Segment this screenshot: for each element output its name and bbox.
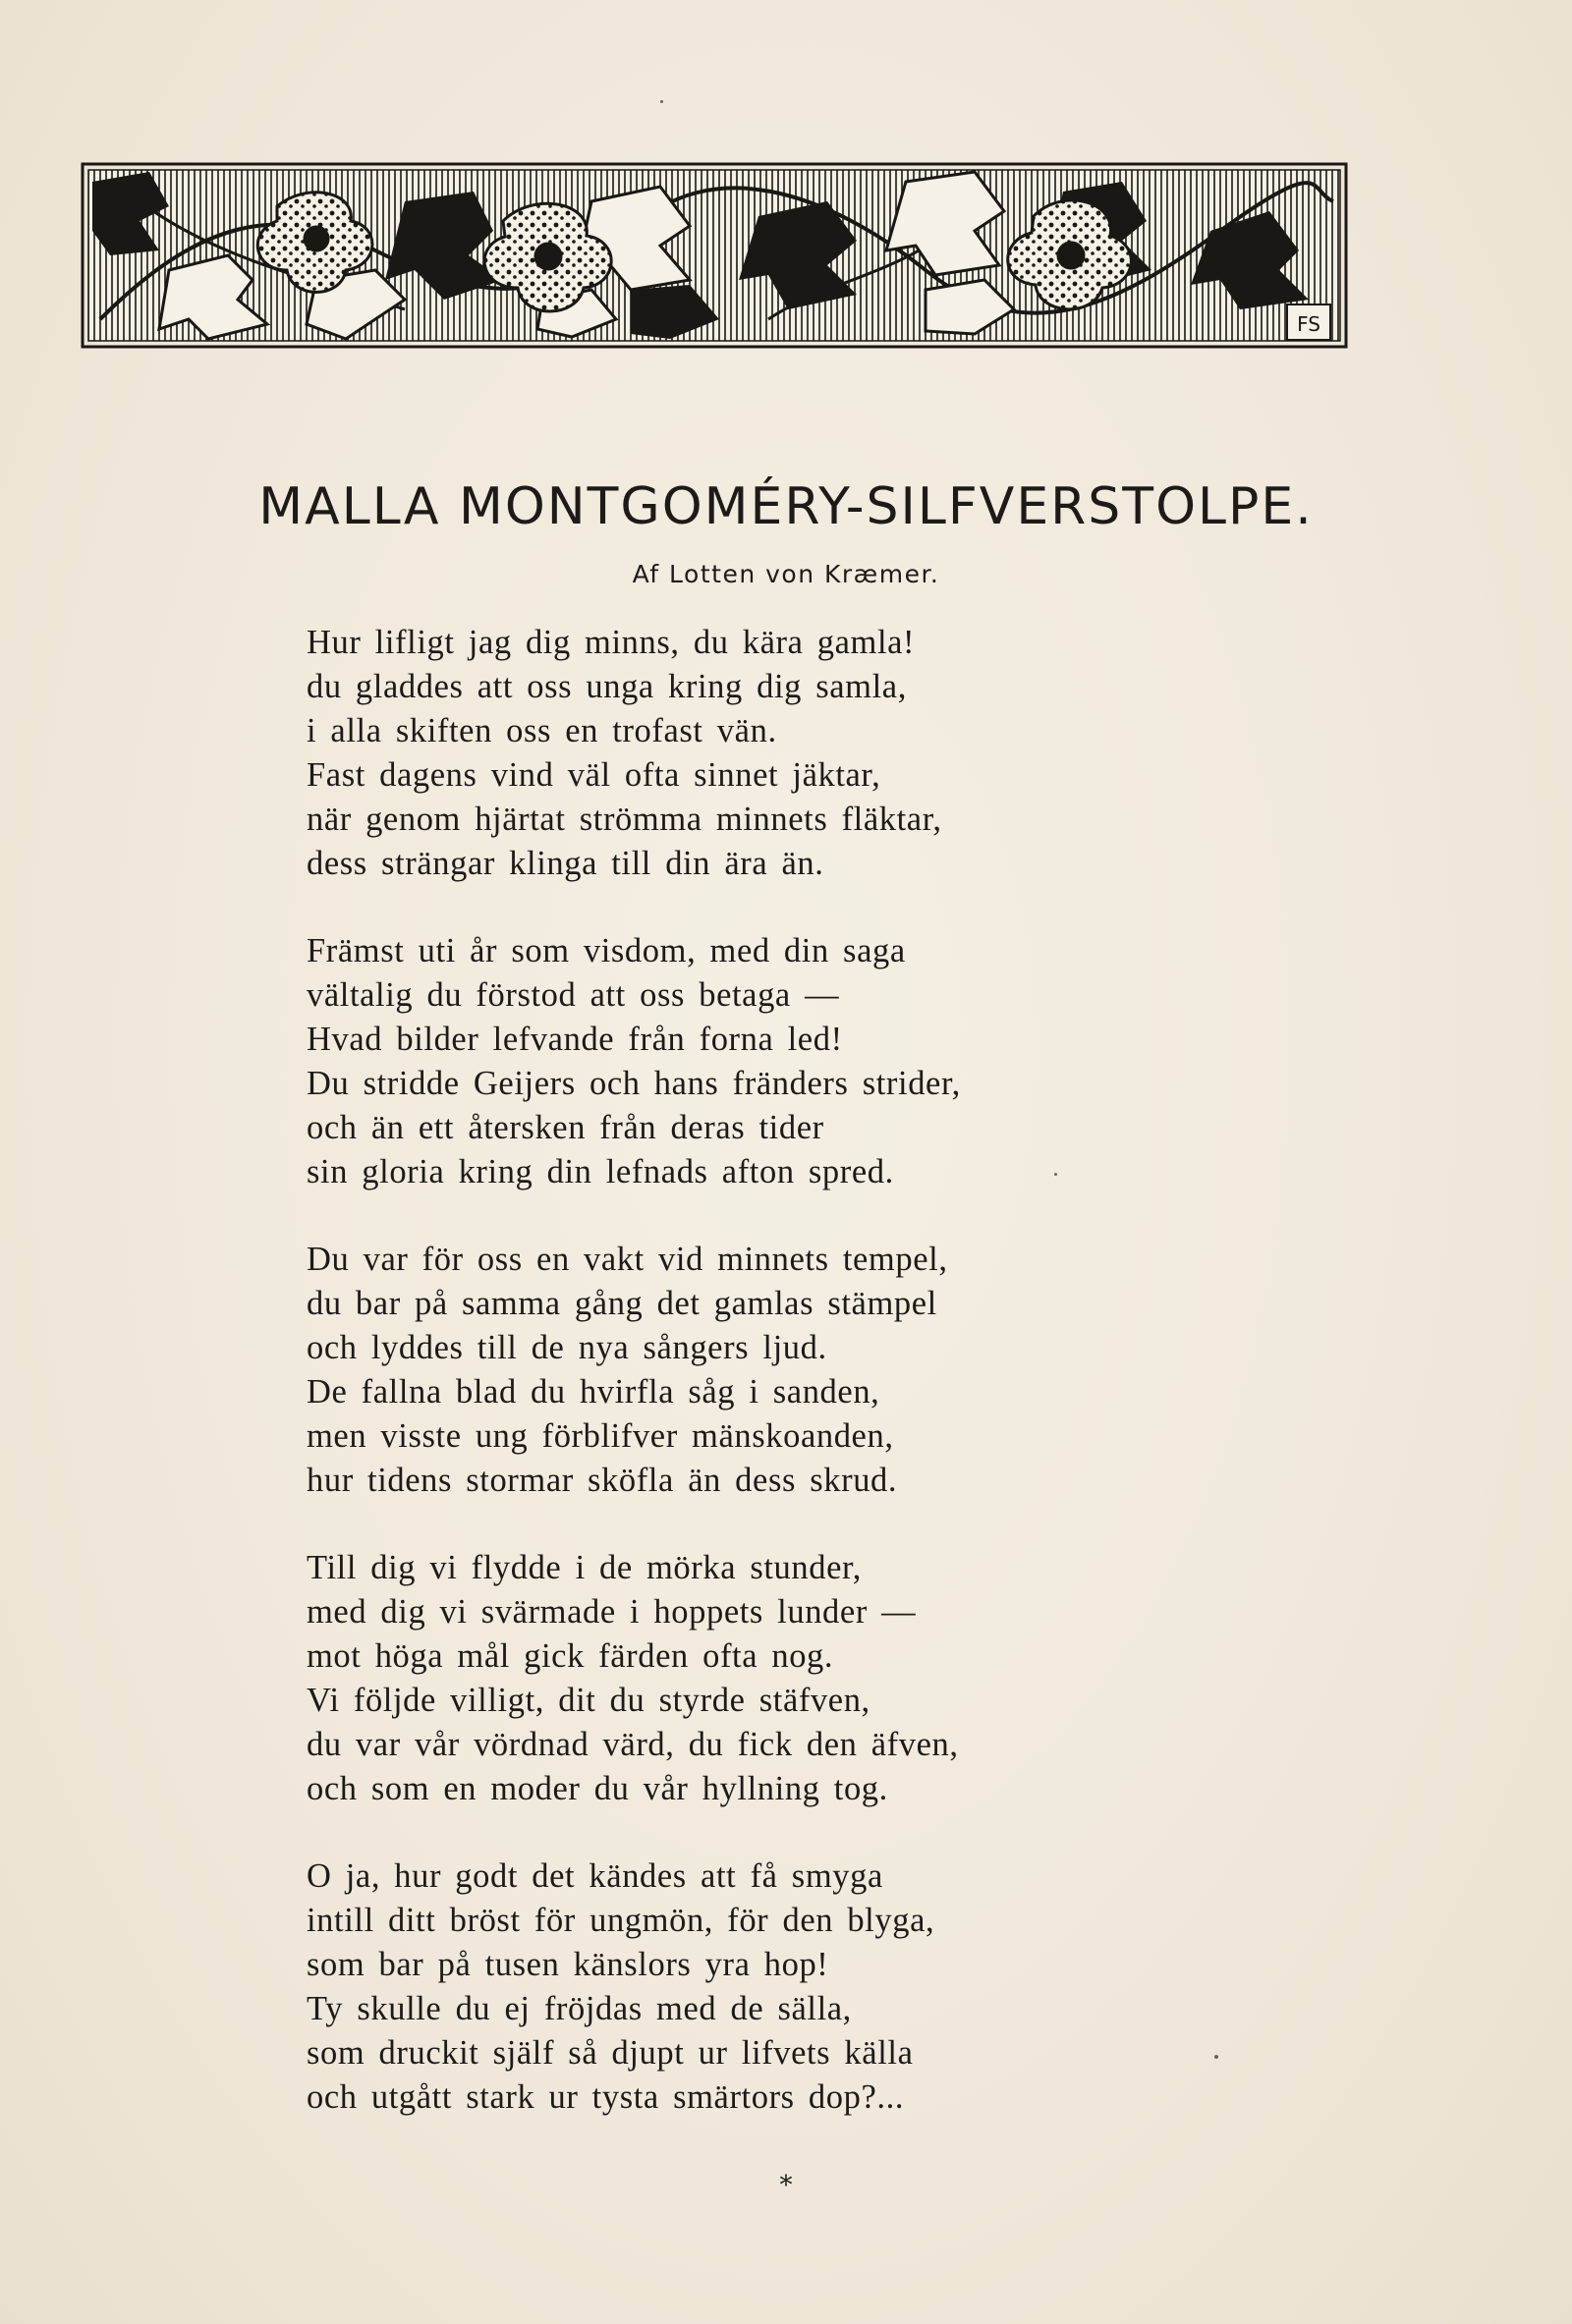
- poem-line: vältalig du förstod att oss betaga —: [307, 976, 840, 1014]
- banner-monogram: FS: [1297, 312, 1320, 336]
- byline: Af Lotten von Kræmer.: [632, 560, 940, 588]
- poem-line: sin gloria kring din lefnads afton spred.: [307, 1153, 894, 1190]
- poem: [307, 621, 1171, 2163]
- poem-stanza: [307, 621, 1171, 886]
- poem-line: Till dig vi flydde i de mörka stunder,: [307, 1549, 862, 1586]
- poem-line: du bar på samma gång det gamlas stämpel: [307, 1285, 937, 1322]
- poem-line: men visste ung förblifver mänskoanden,: [307, 1417, 894, 1455]
- poem-stanza: [307, 1238, 1171, 1503]
- poem-line: dess strängar klinga till din ära än.: [307, 845, 824, 882]
- poem-stanza: [307, 1854, 1171, 2120]
- poem-line: O ja, hur godt det kändes att få smyga: [307, 1857, 883, 1895]
- poem-line: Hur lifligt jag dig minns, du kära gamla!: [307, 624, 916, 661]
- poem-line: Hvad bilder lefvande från forna led!: [307, 1021, 843, 1058]
- poem-line: med dig vi svärmade i hoppets lunder —: [307, 1593, 917, 1631]
- poem-line: du var vår vördnad värd, du fick den äfven,: [307, 1726, 959, 1763]
- poem-line: och än ett återsken från deras tider: [307, 1109, 824, 1146]
- page-title: MALLA MONTGOMÉRY-SILFVERSTOLPE.: [258, 477, 1314, 536]
- poem-line: när genom hjärtat strömma minnets fläktar,: [307, 801, 942, 838]
- poem-line: Ty skulle du ej fröjdas med de sälla,: [307, 1990, 852, 2027]
- poem-line: intill ditt bröst för ungmön, för den blyga,: [307, 1902, 935, 1939]
- poem-line: och utgått stark ur tysta smärtors dop?...: [307, 2078, 905, 2116]
- poem-stanza: [307, 929, 1171, 1194]
- floral-vine-banner-icon: [81, 162, 1348, 349]
- poem-stanza: [307, 1546, 1171, 1811]
- poem-line: Fast dagens vind väl ofta sinnet jäktar,: [307, 756, 881, 794]
- poem-line: och som en moder du vår hyllning tog.: [307, 1770, 888, 1807]
- poem-line: Du stridde Geijers och hans fränders strider,: [307, 1065, 961, 1102]
- poem-line: Främst uti år som visdom, med din saga: [307, 932, 906, 969]
- paper-speck: [660, 100, 663, 103]
- poem-line: De fallna blad du hvirfla såg i sanden,: [307, 1373, 880, 1411]
- poem-line: som druckit själf så djupt ur lifvets källa: [307, 2034, 914, 2072]
- poem-line: du gladdes att oss unga kring dig samla,: [307, 668, 907, 705]
- paper-speck: [1054, 1173, 1057, 1176]
- decorative-banner: [81, 162, 1348, 349]
- poem-line: Du var för oss en vakt vid minnets tempel,: [307, 1241, 948, 1278]
- poem-line: i alla skiften oss en trofast vän.: [307, 712, 777, 749]
- poem-line: som bar på tusen känslors yra hop!: [307, 1946, 829, 1983]
- closing-ornament: *: [779, 2171, 793, 2200]
- paper-speck: [1214, 2055, 1218, 2059]
- poem-line: mot höga mål gick färden ofta nog.: [307, 1637, 834, 1675]
- poem-line: och lyddes till de nya sångers ljud.: [307, 1329, 827, 1366]
- poem-line: Vi följde villigt, dit du styrde stäfven,: [307, 1682, 870, 1719]
- poem-line: hur tidens stormar sköfla än dess skrud.: [307, 1462, 898, 1499]
